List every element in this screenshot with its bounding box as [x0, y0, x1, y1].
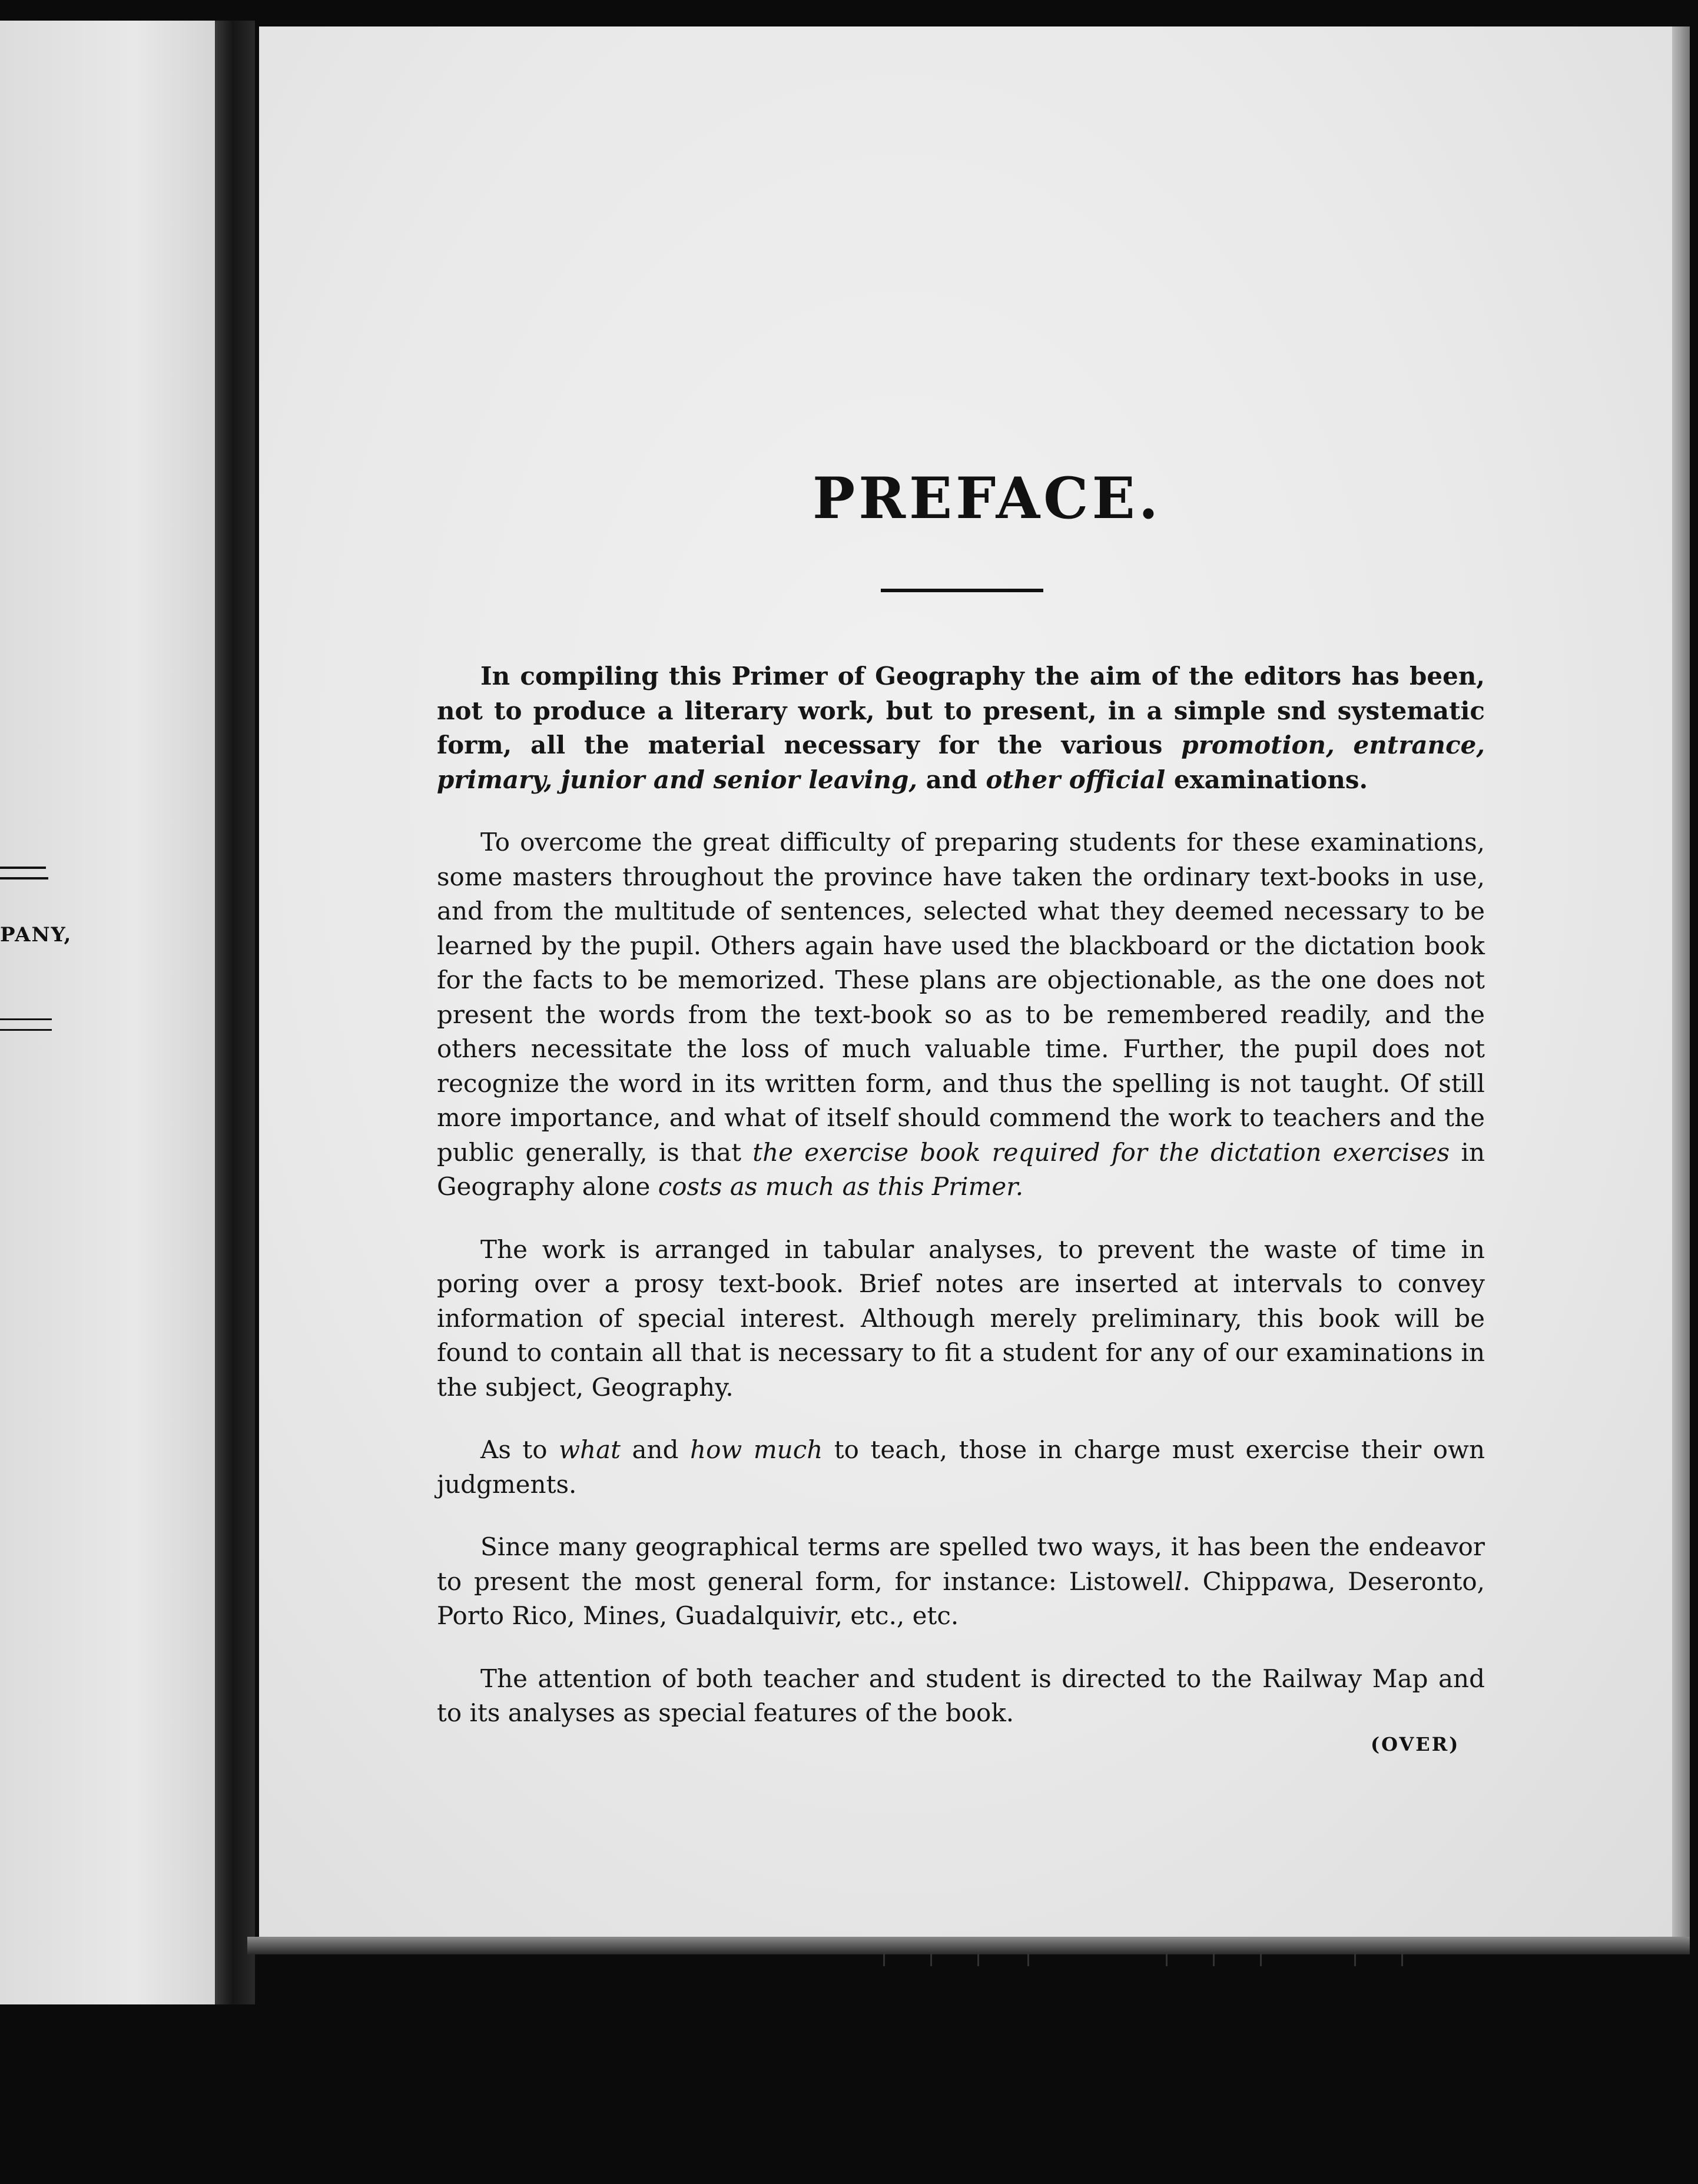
text: . Chipp: [1182, 1566, 1277, 1596]
italic-text: other official: [986, 765, 1166, 794]
left-page-rule: [0, 1018, 52, 1020]
italic-text: promotion, entrance, primary, junior and senior leaving,: [437, 731, 1485, 794]
scan-artifacts: [883, 1953, 1472, 1971]
scan-tick: [1401, 1953, 1403, 1966]
scan-tick: [1354, 1953, 1356, 1966]
preface-body: [437, 659, 1485, 1759]
text: To overcome the great difficulty of preparing students for these examinations, some masters throughout the province have taken the ordinary text-books in use, and from the multitude of sentences, selected what they deemed necessary to be learned by the pupil. Others again have used the blackboard or the dictation book for the facts to be memorized. These plans are objectionable, as the one does not present the words from the text-book so as to be remembered readily, and the others necessitate the loss of much valuable time. Further, the pupil does not recognize the word in its written form, and thus the spelling is not taught. Of still more importance, and what of itself should commend the work to teachers and the public generally, is that: [437, 828, 1485, 1167]
scan-tick: [1213, 1953, 1215, 1966]
paragraph: [437, 1433, 1485, 1502]
text: r, etc., etc.: [825, 1601, 959, 1630]
left-page-fragment: PANY,: [0, 923, 72, 947]
scan-tick: [1027, 1953, 1029, 1966]
text: Since many geographical terms are spelled two ways, it has been the endeavor to present the most general form, for instance: Listowel: [437, 1532, 1485, 1596]
left-facing-page: [0, 21, 225, 2004]
paragraph: The work is arranged in tabular analyses, to prevent the waste of time in poring over a prosy text-book. Brief notes are inserted at intervals to convey information of special interest. Although merely preliminary, this book will be found to contain all that is necessary to fit a student for any of our examinations in the subject, Geography.: [437, 1234, 1485, 1402]
left-page-rule: [0, 867, 46, 869]
page-edge: [247, 1937, 1690, 1954]
left-page-rule: [0, 877, 48, 879]
italic-text: what: [559, 1435, 621, 1464]
scan-tick: [883, 1953, 885, 1966]
italic-text: i: [817, 1601, 826, 1630]
over-marker: (OVER): [1371, 1733, 1460, 1755]
title-rule: [881, 589, 1043, 592]
italic-text: how much: [690, 1435, 823, 1464]
scan-tick: [1166, 1953, 1168, 1966]
paragraph: [437, 659, 1485, 797]
text: to teach, those in charge must exercise their own judgments.: [437, 1435, 1485, 1499]
page-title: PREFACE.: [812, 465, 1162, 532]
paragraph: The attention of both teacher and student is directed to the Railway Map and to its analyses as special features of the book.: [437, 1664, 1485, 1727]
italic-text: the exercise book required for the dictation exercises: [752, 1137, 1450, 1167]
text: and: [917, 765, 986, 794]
text: and: [621, 1435, 691, 1464]
paragraph: [437, 1530, 1485, 1634]
text: wa, Deseronto, Porto Rico, Min: [437, 1566, 1485, 1630]
italic-text: a: [1276, 1566, 1292, 1596]
text: in Geography alone: [437, 1137, 1485, 1201]
italic-text: l: [1174, 1566, 1183, 1596]
scan-tick: [930, 1953, 932, 1966]
text: examinations.: [1165, 765, 1368, 794]
text: As to: [480, 1435, 559, 1464]
paragraph: [437, 825, 1485, 1204]
scan-tick: [977, 1953, 979, 1966]
italic-text: e: [632, 1601, 647, 1630]
scan-tick: [1260, 1953, 1262, 1966]
left-page-rule: [0, 1029, 52, 1031]
book-gutter: [215, 21, 255, 2004]
text: In compiling this Primer of Geography the aim of the editors has been, not to produce a literary work, but to present, in a simple snd systematic form, all the material necessary for the various: [437, 662, 1485, 759]
page-edge: [1672, 26, 1690, 1940]
text: s, Guadalquiv: [646, 1601, 818, 1630]
italic-text: costs as much as this Primer.: [658, 1172, 1024, 1201]
